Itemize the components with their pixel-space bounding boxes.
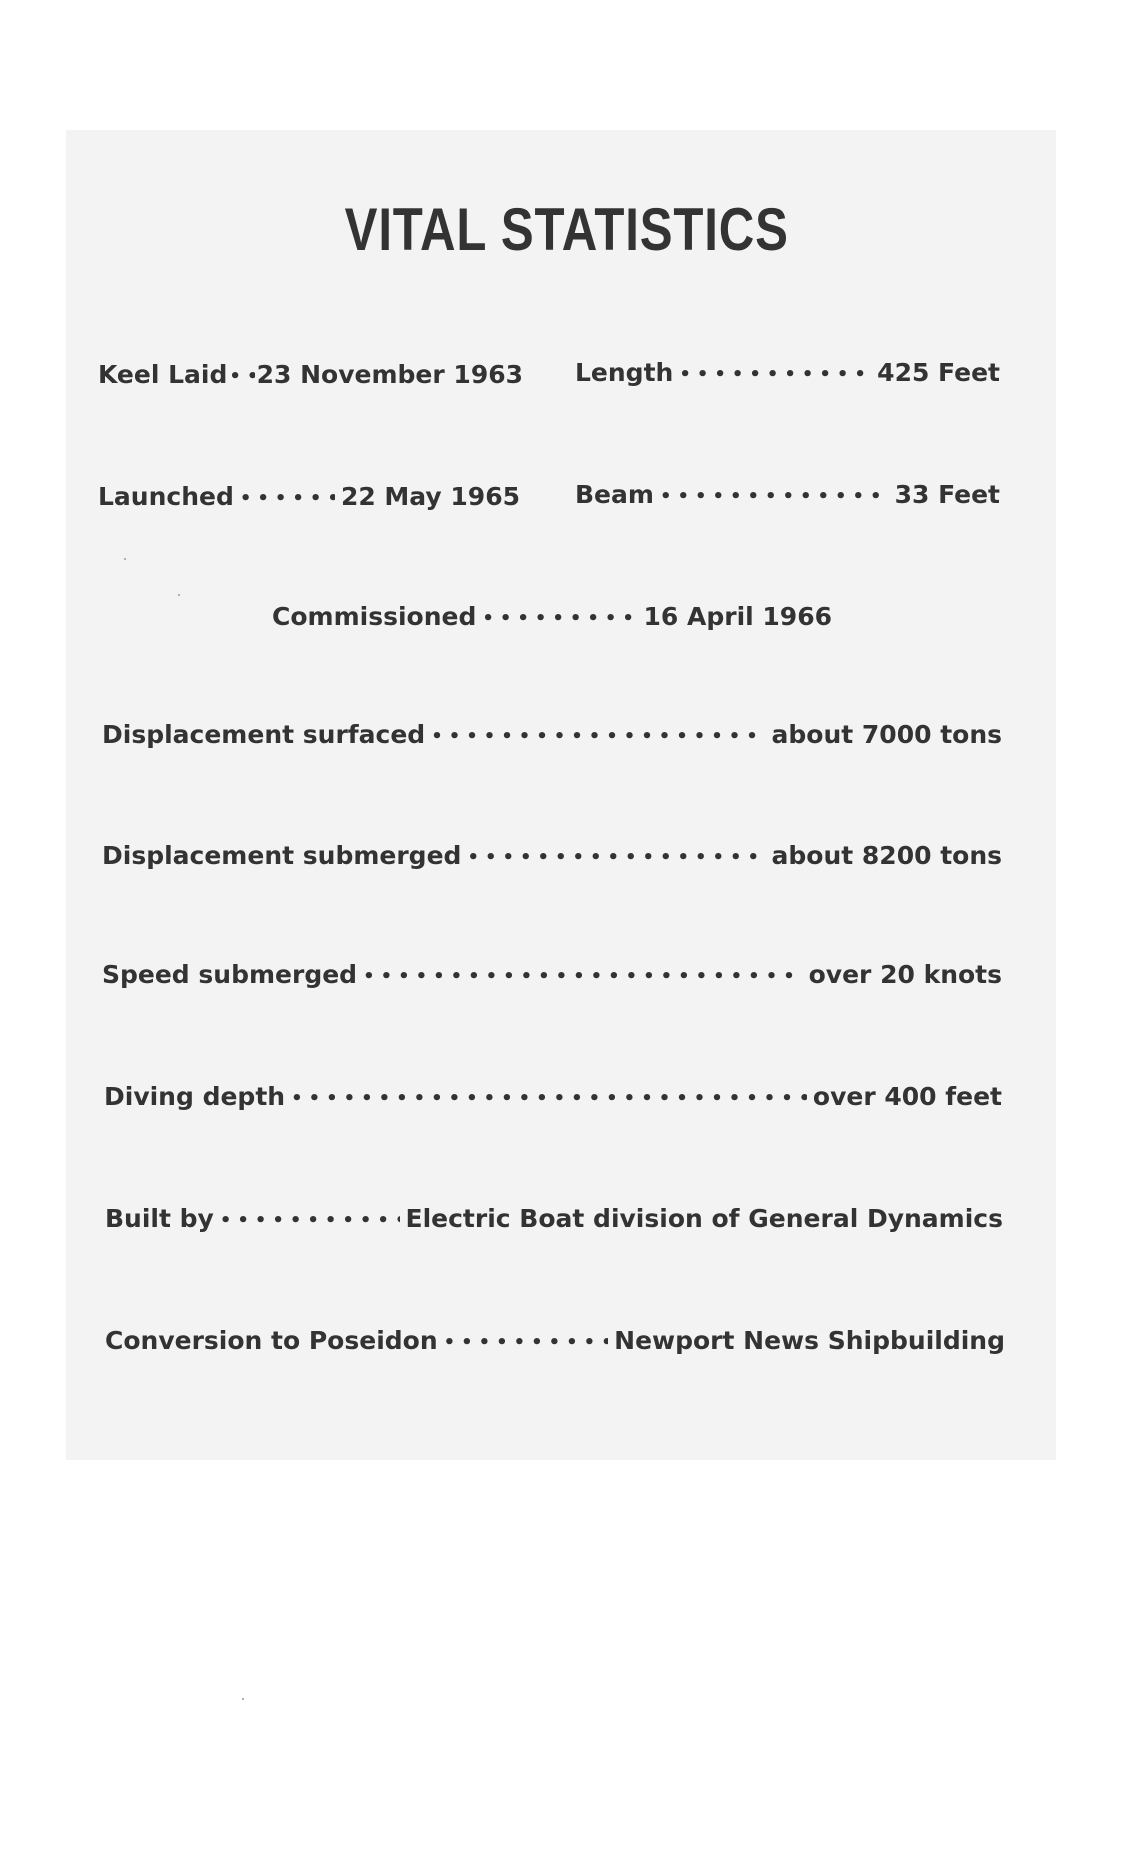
scan-speck (124, 558, 126, 560)
dot-leader (660, 486, 889, 507)
stat-label: Length (575, 358, 674, 387)
dot-leader (240, 488, 335, 509)
stat-value: 425 Feet (877, 358, 1000, 387)
stat-row-commissioned (272, 602, 832, 631)
stat-label: Conversion to Poseidon (105, 1326, 438, 1355)
stat-row-conversion (105, 1326, 1005, 1355)
dot-leader (363, 966, 803, 987)
stat-row-length (575, 358, 1000, 387)
stat-value: 16 April 1966 (643, 602, 832, 631)
document-sheet (66, 130, 1056, 1460)
stat-row-displacement-surfaced (102, 720, 1002, 749)
scan-speck (242, 1698, 244, 1700)
stat-value: 33 Feet (894, 480, 1000, 509)
stat-row-built-by (105, 1204, 1003, 1233)
stat-label: Keel Laid (98, 360, 228, 389)
stat-row-diving-depth (104, 1082, 1002, 1111)
stat-value: 22 May 1965 (340, 482, 520, 511)
stat-row-beam (575, 480, 1000, 509)
stat-value: about 8200 tons (771, 841, 1002, 870)
stat-label: Displacement submerged (102, 841, 462, 870)
dot-leader (444, 1332, 609, 1353)
stat-value: over 20 knots (808, 960, 1002, 989)
dot-leader (431, 726, 765, 747)
stat-value: Electric Boat division of General Dynamics (405, 1204, 1003, 1233)
stat-row-launched (98, 482, 520, 511)
stat-value: about 7000 tons (771, 720, 1002, 749)
stat-value: 23 November 1963 (256, 360, 523, 389)
dot-leader (482, 608, 637, 629)
dot-leader (220, 1210, 400, 1231)
stat-value: Newport News Shipbuilding (614, 1326, 1005, 1355)
stat-label: Built by (105, 1204, 214, 1233)
stat-row-speed-submerged (102, 960, 1002, 989)
scan-speck (178, 594, 180, 596)
stat-row-displacement-submerged (102, 841, 1002, 870)
stat-label: Launched (98, 482, 234, 511)
stat-row-keel-laid (98, 360, 523, 389)
stat-value: over 400 feet (812, 1082, 1002, 1111)
stat-label: Displacement surfaced (102, 720, 426, 749)
page-title: VITAL STATISTICS (344, 196, 789, 263)
stat-label: Beam (575, 480, 654, 509)
dot-leader (229, 366, 254, 387)
dot-leader (291, 1088, 807, 1109)
stat-label: Diving depth (104, 1082, 286, 1111)
dot-leader (467, 847, 765, 868)
stat-label: Speed submerged (102, 960, 358, 989)
dot-leader (679, 364, 871, 385)
stat-label: Commissioned (272, 602, 477, 631)
